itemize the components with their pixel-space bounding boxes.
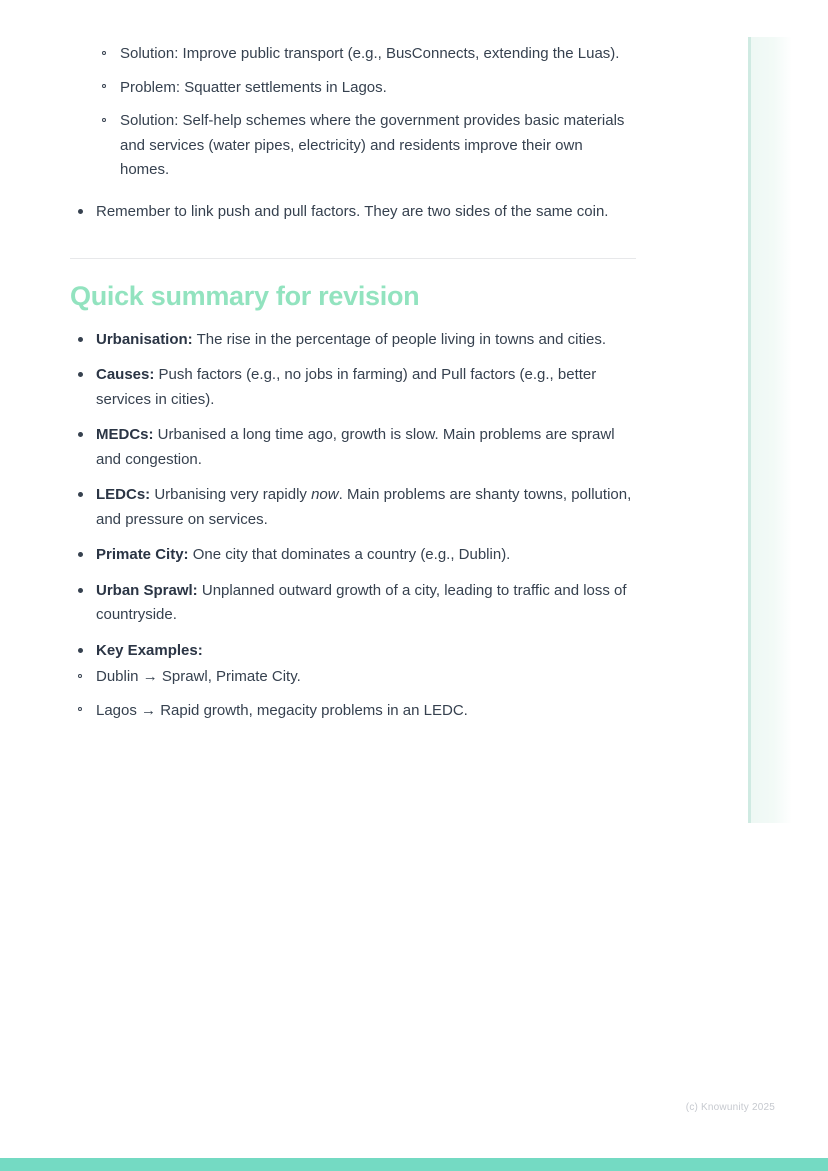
term-definition: Unplanned outward growth of a city, leading to traffic and loss of countryside.: [96, 581, 627, 623]
hollow-bullet-icon: [102, 84, 106, 88]
term-label: Key Examples:: [96, 641, 203, 659]
sub-list-item: [70, 42, 636, 67]
summary-list: [70, 328, 636, 724]
bullet-icon: [78, 337, 83, 342]
italic-word: now: [311, 486, 339, 503]
problem-solution-sublist: [70, 42, 636, 183]
term-definition: . Main problems are shanty towns, pollution, and pressure on services.: [96, 486, 632, 528]
bullet-icon: [78, 648, 83, 653]
sub-list-item: [46, 665, 636, 690]
term-definition: Urbanised a long time ago, growth is slow. Main problems are sprawl and congestion.: [96, 426, 615, 468]
bullet-icon: [78, 588, 83, 593]
list-item: [70, 423, 636, 472]
bullet-icon: [78, 432, 83, 437]
term-label: Urbanisation:: [96, 330, 193, 348]
term-label: MEDCs:: [96, 426, 154, 443]
hollow-bullet-icon: [102, 51, 106, 55]
list-item: [70, 328, 636, 353]
copyright-footer: (c) Knowunity 2025: [685, 1102, 775, 1113]
list-item: [70, 363, 636, 412]
bullet-icon: [78, 209, 83, 214]
section-heading: Quick summary for revision: [70, 281, 420, 311]
list-item: [70, 579, 636, 628]
bullet-icon: [78, 492, 83, 497]
term-definition: The rise in the percentage of people living in towns and cities.: [192, 330, 606, 348]
list-item: [70, 483, 636, 532]
list-item: [70, 639, 636, 724]
sub-list-item: [70, 109, 636, 183]
right-accent-strip: [748, 37, 792, 823]
bottom-accent-bar: [0, 1158, 828, 1171]
list-item: [70, 200, 636, 225]
key-examples-sublist: [46, 665, 636, 723]
list-item-text: Remember to link push and pull factors. They are two sides of the same coin.: [96, 202, 609, 220]
sub-item-text: Lagos → Rapid growth, megacity problems in an LEDC.: [96, 701, 468, 719]
list-item: [70, 543, 636, 568]
sub-item-text: Solution: Self-help schemes where the government provides basic materials and services (water pipes, electricity) and residents improve their own homes.: [120, 112, 625, 178]
sub-list-item: [46, 699, 636, 724]
term-label: LEDCs:: [96, 486, 151, 503]
bullet-icon: [78, 552, 83, 557]
section-divider: [70, 258, 636, 259]
document-content: [70, 30, 636, 734]
bullet-icon: [78, 372, 83, 377]
term-definition: Push factors (e.g., no jobs in farming) and Pull factors (e.g., better services in cities).: [96, 366, 597, 408]
hollow-bullet-icon: [78, 707, 82, 711]
term-definition: Urbanising very rapidly: [150, 486, 312, 503]
sub-item-text: Problem: Squatter settlements in Lagos.: [120, 78, 387, 96]
term-label: Urban Sprawl:: [96, 581, 198, 599]
notes-list: [70, 200, 636, 225]
term-label: Primate City:: [96, 546, 189, 563]
hollow-bullet-icon: [102, 118, 106, 122]
sub-item-text: Solution: Improve public transport (e.g., BusConnects, extending the Luas).: [120, 45, 620, 62]
sub-item-text: Dublin → Sprawl, Primate City.: [96, 668, 301, 685]
hollow-bullet-icon: [78, 674, 82, 678]
term-definition: One city that dominates a country (e.g., Dublin).: [188, 546, 511, 563]
sub-list-item: [70, 76, 636, 101]
term-label: Causes:: [96, 366, 155, 383]
